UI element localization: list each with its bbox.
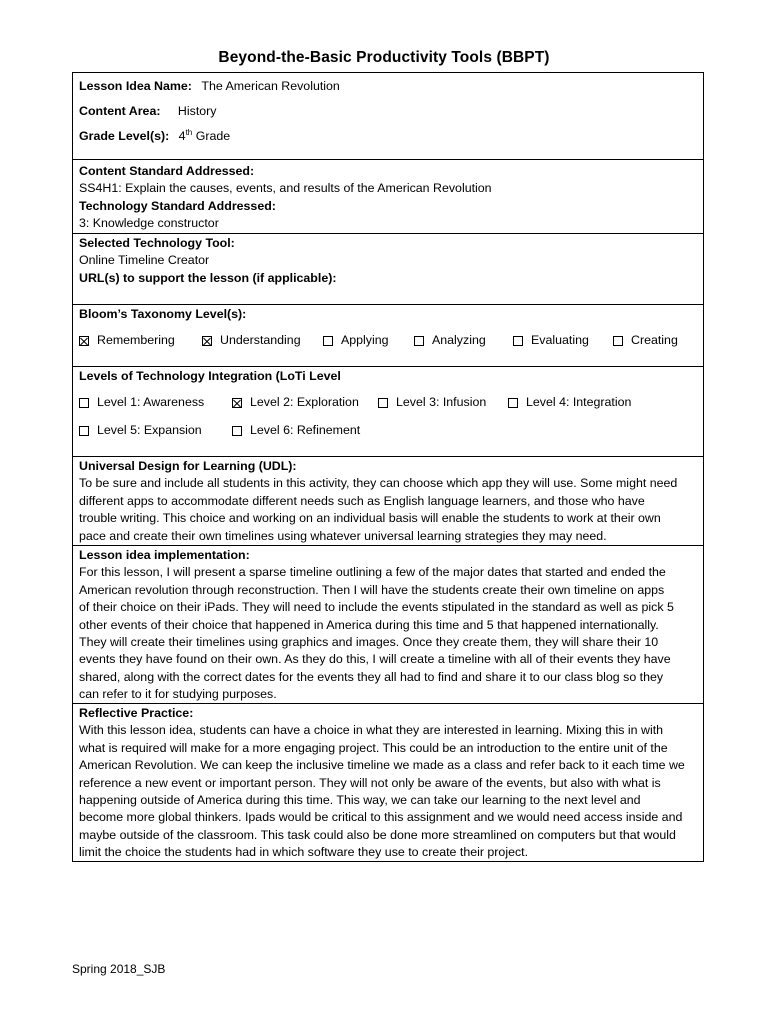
implementation-line: of their choice on their iPads. They will need to include the events stipulated in the standard as well as pick 5: [79, 600, 674, 615]
checkbox-icon[interactable]: [79, 398, 89, 408]
url-support-label: URL(s) to support the lesson (if applicable):: [79, 270, 337, 285]
checkbox-icon[interactable]: [79, 336, 89, 346]
checkbox-icon[interactable]: [378, 398, 388, 408]
loti-section: [73, 366, 703, 456]
blooms-option-evaluating[interactable]: Evaluating: [513, 332, 613, 349]
udl-line: trouble writing. This choice and working on an individual basis will enable the students to work at their own: [79, 511, 661, 526]
implementation-line: shared, along with the correct dates for the events they all had to find and share it to our class blog so they: [79, 669, 664, 684]
implementation-section: [73, 545, 703, 703]
reflection-line: reference a new event or important person. They will not only be aware of the events, but also with what is: [79, 775, 661, 790]
loti-options-row-2: [79, 422, 697, 439]
reflection-line: what is required will make for a more engaging project. This could be an introduction to the entire unit of the: [79, 740, 668, 755]
content-area-value: History: [177, 104, 217, 118]
reflection-line: happening outside of America during this time. This way, we can take our learning to the next level and: [79, 793, 641, 808]
blooms-options: [79, 332, 697, 349]
loti-option-level-1[interactable]: Level 1: Awareness: [79, 394, 232, 411]
technology-tool-label: Selected Technology Tool:: [79, 236, 235, 250]
technology-standard-value: 3: Knowledge constructor: [79, 216, 219, 231]
checkbox-icon[interactable]: [513, 336, 523, 346]
implementation-line: events they have found on their own. As they do this, I will create a timeline with all of their events they have: [79, 652, 671, 667]
loti-option-level-4[interactable]: Level 4: Integration: [508, 394, 631, 411]
udl-line: different apps to accommodate different needs such as English language learners, and those who have: [79, 493, 645, 508]
loti-option-level-6[interactable]: Level 6: Refinement: [232, 422, 360, 439]
udl-line: pace and create their own timelines using whatever universal learning strategies they may need.: [79, 528, 607, 543]
content-standard-value: SS4H1: Explain the causes, events, and results of the American Revolution: [79, 181, 492, 196]
checkbox-icon[interactable]: [202, 336, 212, 346]
grade-level-value: [179, 129, 230, 143]
grade-suffix: th: [185, 127, 193, 137]
lesson-name-label: Lesson Idea Name:: [79, 79, 192, 93]
checkbox-icon[interactable]: [232, 426, 242, 436]
blooms-option-understanding[interactable]: Understanding: [202, 332, 323, 349]
implementation-line: other events of their choice that happened in America during this time and 5 that happened internationally.: [79, 617, 659, 632]
implementation-line: For this lesson, I will present a sparse timeline outlining a few of the major dates that started and ended the: [79, 565, 666, 580]
reflection-line: become more global thinkers. Ipads would be critical to this assignment and we would need access inside and: [79, 810, 683, 825]
loti-option-level-3[interactable]: Level 3: Infusion: [378, 394, 508, 411]
lesson-name-value: The American Revolution: [201, 79, 340, 93]
implementation-line: They will create their timelines using graphics and images. Once they create them, they will share their 10: [79, 635, 659, 650]
blooms-section: [73, 304, 703, 366]
lesson-info-section: [73, 73, 703, 159]
udl-line: To be sure and include all students in this activity, they can choose which app they will use. Some might need: [79, 476, 678, 491]
loti-option-level-5[interactable]: Level 5: Expansion: [79, 422, 232, 439]
blooms-option-remembering[interactable]: Remembering: [79, 332, 202, 349]
technology-tool-section: [73, 233, 703, 304]
checkbox-icon[interactable]: [613, 336, 623, 346]
udl-section: [73, 456, 703, 545]
grade-level-label: Grade Level(s):: [79, 129, 170, 143]
implementation-line: American revolution through reconstruction. Then I will have the students create their own timeline on apps: [79, 582, 665, 597]
lesson-plan-table: [72, 72, 704, 862]
blooms-label: Bloom’s Taxonomy Level(s):: [79, 307, 247, 321]
loti-label: Levels of Technology Integration (LoTi Level: [79, 369, 341, 383]
checkbox-icon[interactable]: [79, 426, 89, 436]
udl-label: Universal Design for Learning (UDL):: [79, 459, 297, 473]
reflection-label: Reflective Practice:: [79, 706, 194, 720]
content-standard-label: Content Standard Addressed:: [79, 164, 255, 178]
checkbox-icon[interactable]: [232, 398, 242, 408]
blooms-option-applying[interactable]: Applying: [323, 332, 414, 349]
checkbox-icon[interactable]: [323, 336, 333, 346]
technology-standard-label: Technology Standard Addressed:: [79, 198, 276, 213]
reflection-line: limit the choice the students had in which software they use to create their project.: [79, 845, 529, 860]
loti-option-level-2[interactable]: Level 2: Exploration: [232, 394, 378, 411]
reflection-line: maybe outside of the classroom. This task could also be done more streamlined on computers but that would: [79, 827, 676, 842]
reflection-line: American Revolution. We can keep the inclusive timeline we made as a class and refer back to it each time we: [79, 758, 685, 773]
blooms-option-analyzing[interactable]: Analyzing: [414, 332, 513, 349]
document-footer: Spring 2018_SJB: [72, 962, 166, 976]
blooms-option-creating[interactable]: Creating: [613, 332, 678, 349]
implementation-label: Lesson idea implementation:: [79, 548, 250, 562]
checkbox-icon[interactable]: [414, 336, 424, 346]
document-title: Beyond-the-Basic Productivity Tools (BBPT): [218, 49, 550, 66]
grade-number: 4: [178, 129, 186, 143]
reflection-line: With this lesson idea, students can have a choice in what they are interested in learning. Mixing this in with: [79, 723, 664, 738]
checkbox-icon[interactable]: [508, 398, 518, 408]
reflection-section: [73, 703, 703, 861]
technology-tool-value: Online Timeline Creator: [79, 253, 210, 268]
loti-options-row-1: [79, 394, 697, 411]
content-area-label: Content Area:: [79, 104, 161, 118]
standards-section: [73, 159, 703, 233]
grade-word: Grade: [195, 129, 231, 143]
implementation-line: can refer to it for studying purposes.: [79, 687, 277, 702]
